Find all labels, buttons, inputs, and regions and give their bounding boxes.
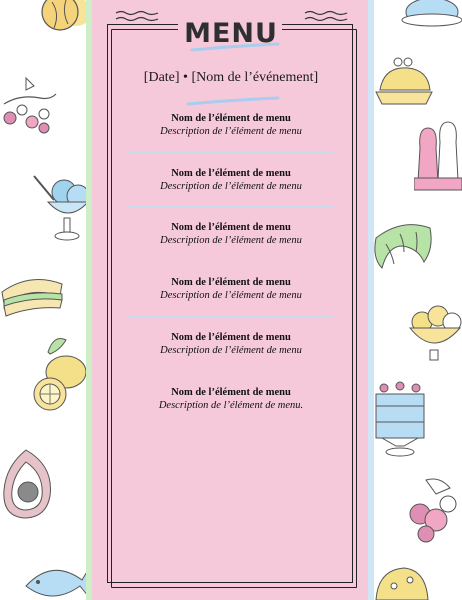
berries-icon (406, 474, 462, 544)
menu-frame (107, 24, 353, 583)
menu-item-name: Nom de l’élément de menu (171, 168, 291, 179)
item-divider (128, 261, 334, 262)
menu-item-description: Description de l’élément de menu (160, 235, 302, 246)
item-divider (128, 371, 334, 372)
apple-icon (20, 0, 86, 38)
date-event-subheading: [Date] • [Nom de l’événement] (143, 70, 319, 85)
fish-icon (22, 556, 90, 600)
menu-item-description: Description de l’élément de menu (160, 126, 302, 137)
cheese-icon (374, 564, 430, 600)
menu-item (107, 112, 355, 138)
menu-item-description: Description de l’élément de menu (160, 181, 302, 192)
subheading-underline-stroke (186, 96, 280, 106)
cake-icon (372, 378, 428, 460)
avocado-icon (0, 446, 62, 522)
menu-item-name: Nom de l’élément de menu (171, 387, 291, 398)
item-divider (128, 316, 334, 317)
sandwich-icon (0, 270, 66, 320)
fruit-bowl-icon (408, 300, 462, 370)
menu-item-name: Nom de l’élément de menu (171, 113, 291, 124)
menu-item-name: Nom de l’élément de menu (171, 332, 291, 343)
menu-item (107, 386, 355, 412)
left-illustrations (0, 0, 90, 600)
menu-item (107, 221, 355, 247)
teapot-icon (392, 0, 462, 30)
croissant-icon (372, 218, 434, 288)
lemon-icon (28, 332, 90, 418)
menu-item-name: Nom de l’élément de menu (171, 277, 291, 288)
menu-item-description: Description de l’élément de menu (160, 290, 302, 301)
ice-cream-icon (28, 170, 90, 244)
salt-pepper-icon (414, 118, 462, 198)
right-illustrations (372, 0, 462, 600)
cherries-icon (0, 74, 60, 138)
title-underline-stroke (190, 42, 280, 52)
item-divider (128, 152, 334, 153)
menu-item (107, 276, 355, 302)
menu-item (107, 331, 355, 357)
menu-item-description: Description de l’élément de menu. (158, 400, 304, 411)
menu-item (107, 167, 355, 193)
menu-title: MENU (184, 18, 278, 49)
item-divider (128, 206, 334, 207)
menu-item-name: Nom de l’élément de menu (171, 222, 291, 233)
menu-item-description: Description de l’élément de menu (160, 345, 302, 356)
roast-chicken-icon (374, 56, 434, 116)
